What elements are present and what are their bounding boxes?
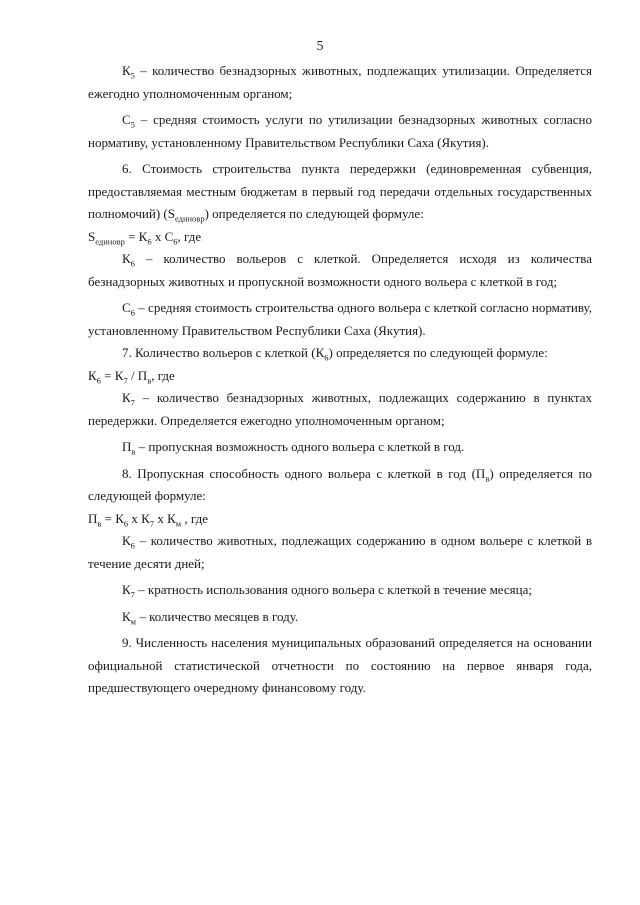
formula-symbol: S	[88, 228, 96, 244]
paragraph-text: – средняя стоимость услуги по утилизации безнадзорных животных согласно нормативу, установленному Правительством Республики Саха (Якутия).	[88, 112, 592, 150]
subscript: 6	[147, 236, 152, 247]
symbol: К	[122, 251, 131, 266]
paragraph-item-8	[88, 463, 592, 508]
paragraph-text: 6. Стоимость строительства пункта передержки (единовременная субвенция, предоставляемая местным бюджетам в первый год передачи отдельных государственных полномочий) (S	[88, 161, 592, 221]
formula-enclosure-count	[88, 365, 592, 388]
formula-symbol: П	[88, 510, 98, 526]
subscript: 5	[130, 119, 135, 130]
paragraph-text: ) определяется по следующей формуле:	[88, 465, 592, 503]
subscript: 6	[96, 375, 101, 386]
paragraph-pv-definition	[88, 436, 592, 459]
subscript: 6	[130, 307, 135, 318]
subscript: 7	[130, 589, 135, 600]
paragraph-km-definition	[88, 606, 592, 629]
paragraph-text: – количество месяцев в году.	[136, 608, 299, 624]
paragraph-c5-definition	[88, 109, 592, 154]
paragraph-k7-multiplicity-definition	[88, 579, 592, 602]
paragraph-text: – кратность использования одного вольера с клеткой в течение месяца;	[134, 582, 532, 597]
subscript: в	[131, 446, 136, 457]
symbol: К	[122, 582, 131, 597]
symbol: К	[122, 533, 131, 548]
paragraph-text: 7. Количество вольеров с клеткой (К	[122, 345, 325, 360]
formula-symbol: = К	[100, 367, 124, 383]
subscript: 5	[130, 70, 135, 81]
formula-text: , где	[181, 510, 208, 526]
formula-symbol: х С	[151, 228, 174, 244]
symbol: К	[122, 390, 131, 405]
subscript: 7	[123, 375, 128, 386]
formula-symbol: х К	[154, 510, 176, 526]
paragraph-text: – пропускная возможность одного вольера с клеткой в год.	[135, 439, 465, 454]
paragraph-k7-definition	[88, 387, 592, 432]
subscript: в	[485, 473, 490, 484]
subscript: м	[130, 616, 137, 627]
symbol: К	[122, 63, 131, 78]
document-body	[88, 60, 592, 700]
paragraph-c6-definition	[88, 297, 592, 342]
formula-one-time-subsidy	[88, 226, 592, 249]
formula-throughput	[88, 508, 592, 531]
subscript: 7	[149, 518, 155, 529]
paragraph-item-7	[88, 342, 592, 365]
subscript: 7	[130, 397, 135, 408]
paragraph-text: – количество безнадзорных животных, подлежащих утилизации. Определяется ежегодно уполномоченным органом;	[88, 63, 592, 101]
subscript: в	[147, 375, 152, 386]
formula-symbol: = К	[101, 510, 124, 526]
formula-text: , где	[151, 367, 175, 383]
subscript: м	[175, 518, 182, 529]
subscript: 6	[130, 258, 135, 269]
formula-symbol: = К	[124, 228, 148, 244]
subscript: 6	[130, 540, 135, 551]
formula-symbol: / П	[127, 367, 148, 383]
paragraph-text: 8. Пропускная способность одного вольера с клеткой в год (П	[122, 465, 486, 481]
paragraph-text: – количество животных, подлежащих содержанию в одном вольере с клеткой в течение десяти дней;	[88, 533, 592, 571]
symbol: К	[122, 608, 131, 624]
paragraph-k6-animals-definition	[88, 530, 592, 575]
paragraph-text: – количество безнадзорных животных, подлежащих содержанию в пунктах передержки. Определяется ежегодно уполномоченным органом;	[88, 390, 592, 428]
paragraph-text: ) определяется по следующей формуле:	[328, 345, 548, 360]
formula-symbol: К	[88, 367, 97, 383]
page-number: 5	[316, 38, 324, 53]
paragraph-text: ) определяется по следующей формуле:	[204, 206, 424, 221]
formula-symbol: х К	[128, 510, 150, 526]
subscript: 6	[123, 518, 129, 529]
symbol: П	[122, 439, 132, 454]
symbol: С	[122, 300, 131, 315]
paragraph-text: – количество вольеров с клеткой. Определяется исходя из количества безнадзорных животных и пропускной возможности одного вольера с клеткой в год;	[88, 251, 592, 289]
subscript: единовр	[95, 236, 125, 247]
paragraph-text: – средняя стоимость строительства одного вольера с клеткой согласно нормативу, установленному Правительством Республики Саха (Якутия).	[88, 300, 592, 338]
paragraph-k5-definition	[88, 60, 592, 105]
subscript: 6	[324, 352, 329, 363]
paragraph-k6-definition	[88, 248, 592, 293]
subscript: в	[97, 518, 102, 529]
symbol: С	[122, 112, 131, 127]
subscript: единовр	[174, 213, 205, 224]
subscript: 6	[173, 236, 178, 247]
formula-text: , где	[177, 228, 202, 244]
paragraph-item-9: 9. Численность населения муниципальных образований определяется на основании официальной статистической отчетности по состоянию на первое января года, предшествующего очередному финансовому году.	[88, 635, 592, 695]
paragraph-item-6	[88, 158, 592, 226]
